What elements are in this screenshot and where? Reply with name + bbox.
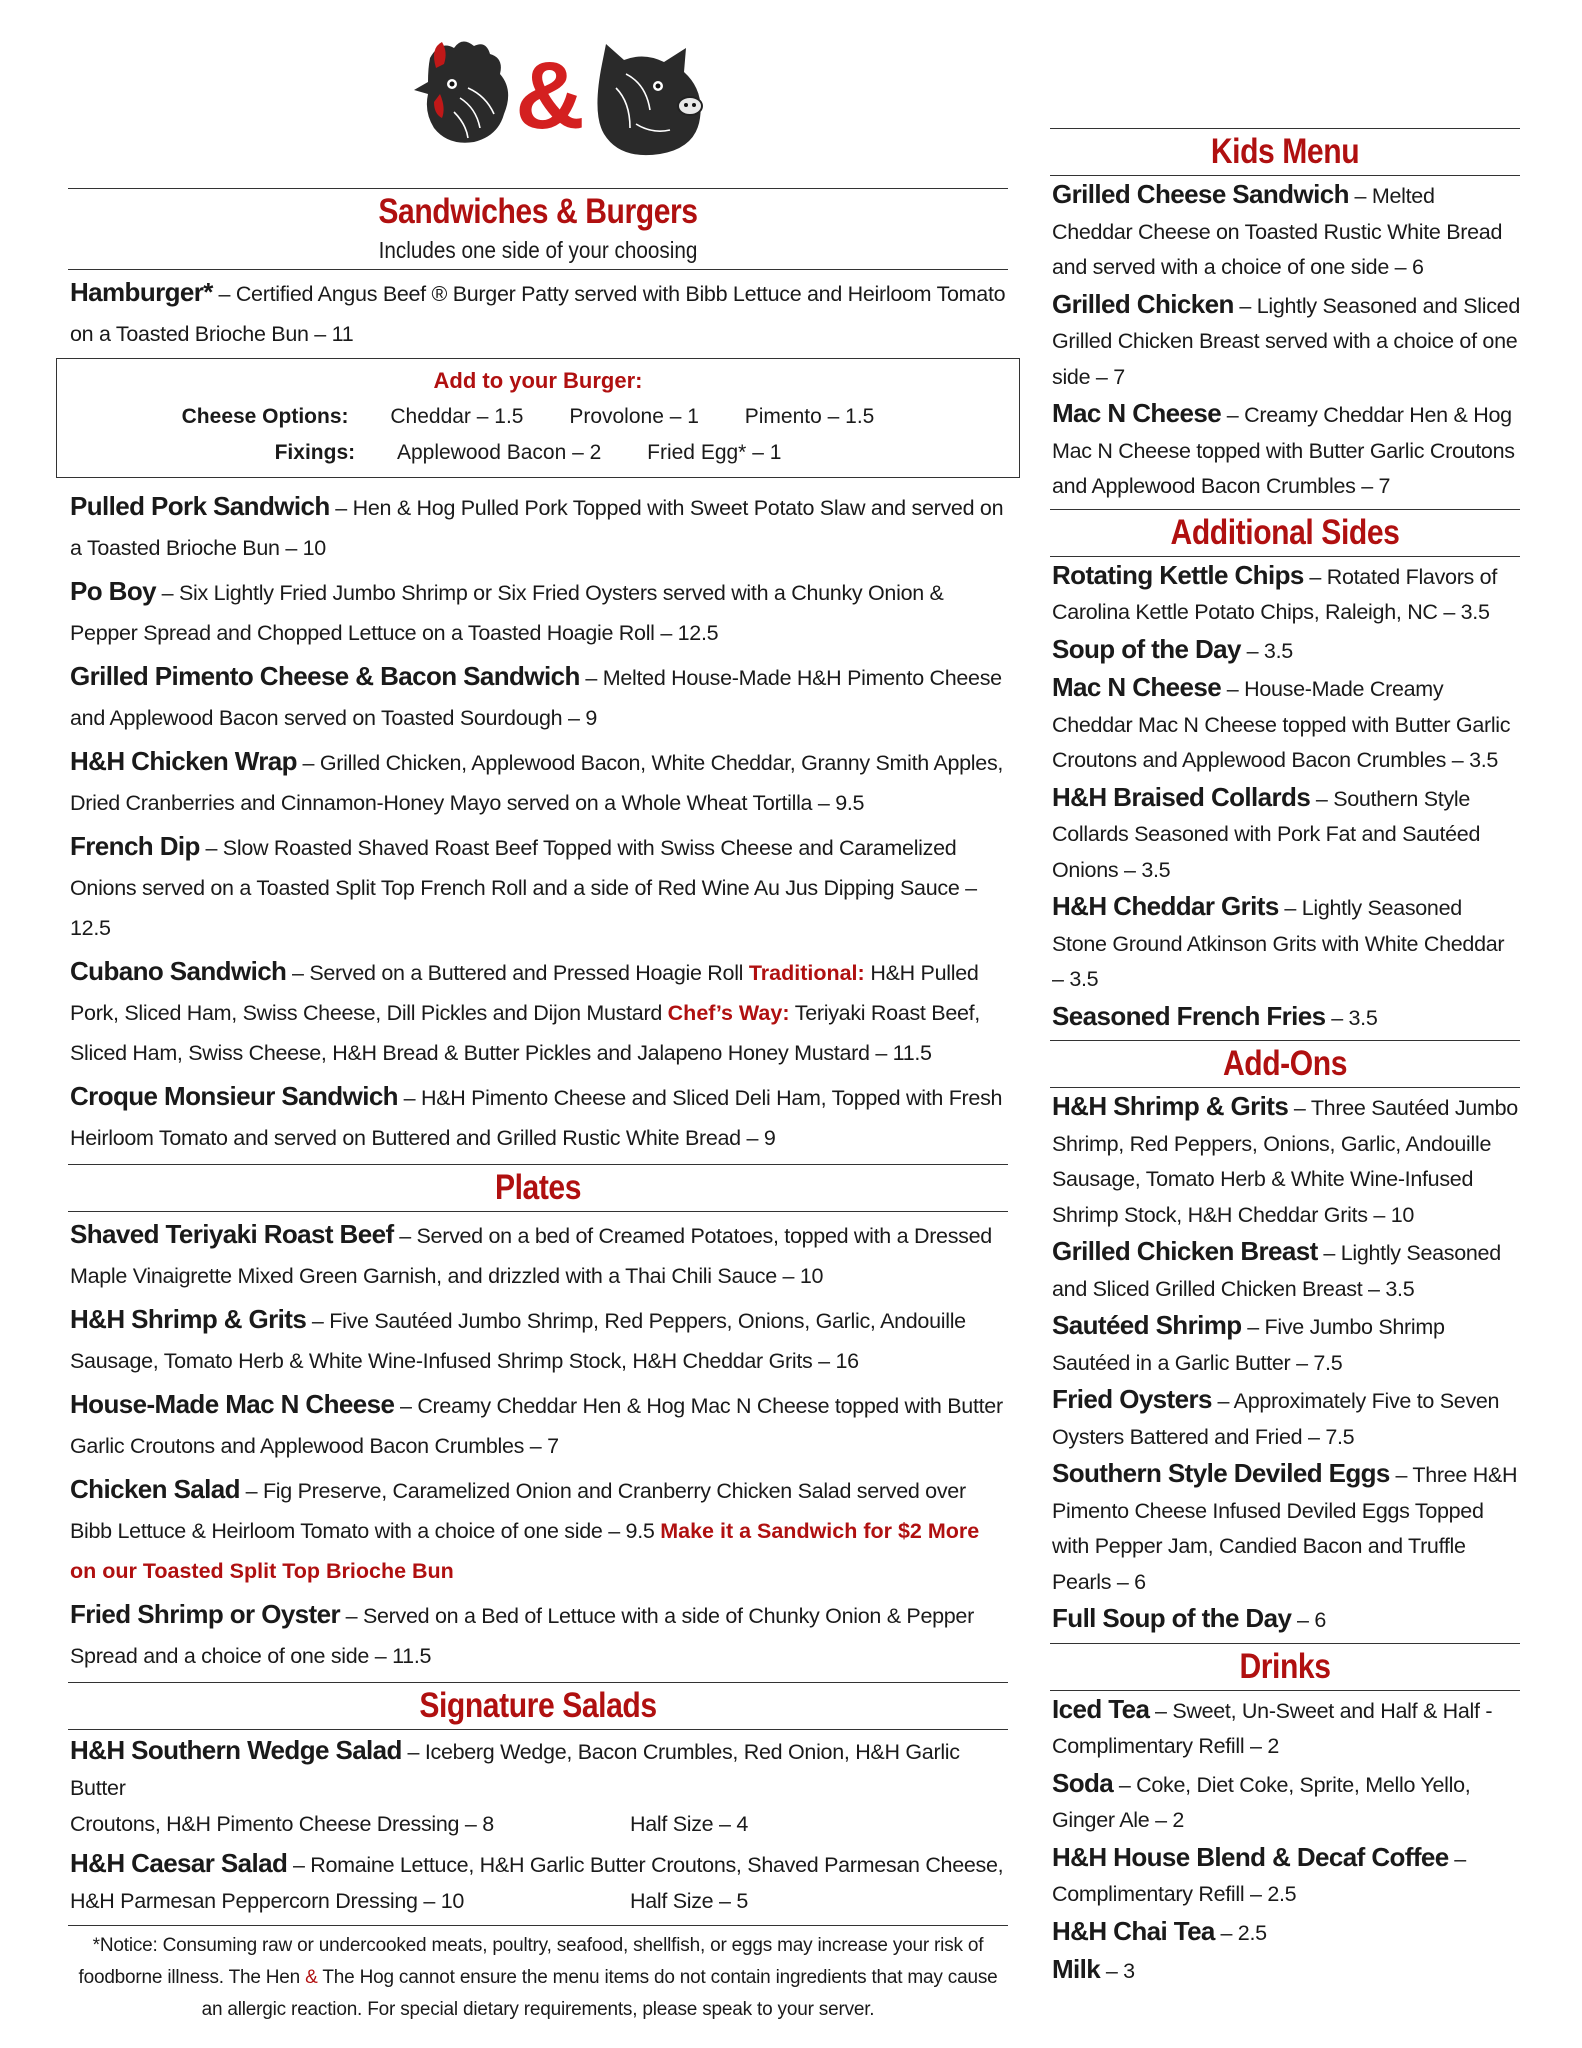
item-desc: – Certified Angus Beef ® Burger Patty served with Bibb Lettuce and Heirloom Tomato on a Toasted Brioche Bun – 11 [70, 282, 1006, 346]
item-desc: – Creamy Cheddar Hen & Hog Mac N Cheese topped with Butter Garlic Croutons and Applewood Bacon Crumbles – 7 [70, 1394, 1003, 1458]
menu-item [1052, 558, 1520, 631]
menu-item [70, 741, 1008, 823]
item-name: H&H Chicken Wrap [70, 746, 297, 776]
item-name: Sautéed Shrimp [1052, 1310, 1242, 1340]
divider [1050, 1690, 1520, 1691]
half-size: Half Size – 5 [630, 1889, 748, 1913]
cheese-option: Provolone – 1 [569, 405, 699, 428]
item-desc: Croutons, H&H Pimento Cheese Dressing – 8 [70, 1812, 494, 1836]
notice-text: *Notice: Consuming raw or undercooked meats, poultry, seafood, shellfish, or eggs may increase your risk of foodborne illness. The Hen [78, 1935, 984, 1988]
item-desc: – Grilled Chicken, Applewood Bacon, White Cheddar, Granny Smith Apples, Dried Cranberries and Cinnamon-Honey Mayo served on a Whole Wheat Tortilla – 9.5 [70, 751, 1004, 815]
item-name: Iced Tea [1052, 1693, 1150, 1724]
divider [1050, 175, 1520, 176]
fixing-option: Applewood Bacon – 2 [396, 441, 602, 464]
item-name: Soup of the Day [1052, 633, 1241, 664]
section-title-sandwiches: Sandwiches & Burgers [378, 192, 698, 231]
menu-item [1052, 1840, 1520, 1913]
item-desc: – Three Sautéed Jumbo Shrimp, Red Peppers, Onions, Garlic, Andouille Sausage, Tomato Herb & White Wine-Infused Shrimp Stock, H&H Cheddar Grits – 10 [1052, 1096, 1518, 1227]
item-name: H&H Chai Tea [1052, 1915, 1215, 1946]
item-name: Southern Style Deviled Eggs [1052, 1458, 1390, 1488]
item-name: Fried Oysters [1052, 1384, 1212, 1414]
item-desc: – 3.5 [1325, 1005, 1378, 1030]
item-name: Rotating Kettle Chips [1052, 559, 1304, 590]
item-name: Mac N Cheese [1052, 398, 1222, 428]
item-name: Shaved Teriyaki Roast Beef [70, 1219, 394, 1249]
item-desc: – Sweet, Un-Sweet and Half & Half - Complimentary Refill – 2 [1052, 1698, 1493, 1758]
menu-item [70, 656, 1008, 738]
item-desc: – Romaine Lettuce, H&H Garlic Butter Croutons, Shaved Parmesan Cheese, [287, 1853, 1004, 1877]
item-desc: – H&H Pimento Cheese and Sliced Deli Ham, Topped with Fresh Heirloom Tomato and served on Buttered and Grilled Rustic White Bread – 9 [70, 1086, 1003, 1150]
item-desc: – Lightly Seasoned and Sliced Grilled Chicken Breast – 3.5 [1052, 1241, 1501, 1301]
hen-icon [414, 41, 508, 142]
menu-item [1052, 1234, 1520, 1307]
item-desc: – Served on a bed of Creamed Potatoes, topped with a Dressed Maple Vinaigrette Mixed Green Garnish, and drizzled with a Thai Chili Sauce – 10 [70, 1224, 992, 1288]
item-name: H&H House Blend & Decaf Coffee [1052, 1841, 1449, 1872]
hen-and-hog-logo [390, 28, 710, 158]
item-desc: – Rotated Flavors of Carolina Kettle Potato Chips, Raleigh, NC – 3.5 [1052, 564, 1498, 624]
menu-item-hamburger [70, 272, 1008, 354]
section-title-salads: Signature Salads [419, 1686, 657, 1725]
item-desc: – Served on a Bed of Lettuce with a side of Chunky Onion & Pepper Spread and a choice of one side – 11.5 [70, 1604, 974, 1668]
left-column [68, 188, 1008, 2026]
item-desc: – Six Lightly Fried Jumbo Shrimp or Six Fried Oysters served with a Chunky Onion & Pepper Spread and Chopped Lettuce on a Toasted Hoagie Roll – 12.5 [70, 581, 944, 645]
item-desc: – Creamy Cheddar Hen & Hog Mac N Cheese topped with Butter Garlic Croutons and Applewood Bacon Crumbles – 7 [1052, 403, 1515, 498]
menu-item [70, 1076, 1008, 1158]
notice-ampersand: & [305, 1967, 318, 1988]
menu-item [70, 826, 1008, 948]
item-desc: – 2.5 [1214, 1920, 1267, 1945]
menu-item [70, 1594, 1008, 1676]
menu-item [1052, 670, 1520, 779]
addons-title: Add to your Burger: [433, 368, 643, 393]
item-name: H&H Shrimp & Grits [1052, 1091, 1289, 1121]
item-name: Po Boy [70, 576, 156, 606]
item-name: Hamburger* [70, 277, 213, 307]
fixings-row [67, 435, 1009, 471]
item-name: H&H Cheddar Grits [1052, 891, 1279, 921]
cheese-option: Pimento – 1.5 [744, 405, 875, 428]
item-name: Mac N Cheese [1052, 672, 1222, 702]
item-name: Grilled Pimento Cheese & Bacon Sandwich [70, 661, 580, 691]
half-size: Half Size – 4 [630, 1812, 748, 1836]
burger-addons-box [56, 358, 1020, 478]
item-desc: – Complimentary Refill – 2.5 [1052, 1846, 1466, 1906]
fixing-option: Fried Egg* – 1 [647, 441, 782, 464]
item-desc: – Hen & Hog Pulled Pork Topped with Sweet Potato Slaw and served on a Toasted Brioche Bun – 10 [70, 496, 1004, 560]
cheese-option: Cheddar – 1.5 [390, 405, 524, 428]
item-name: French Dip [70, 831, 200, 861]
item-name: Grilled Cheese Sandwich [1052, 179, 1349, 209]
menu-item [70, 1299, 1008, 1381]
svg-text:&: & [515, 42, 585, 149]
item-desc: – Lightly Seasoned and Sliced Grilled Chicken Breast served with a choice of one side – 7 [1052, 293, 1520, 389]
divider [1050, 556, 1520, 557]
cheese-label: Cheese Options: [181, 405, 349, 428]
fixings-label: Fixings: [274, 441, 356, 464]
item-desc: H&H Parmesan Peppercorn Dressing – 10 [70, 1889, 465, 1913]
item-desc: – Iceberg Wedge, Bacon Crumbles, Red Onion, H&H Garlic Butter [70, 1740, 960, 1800]
item-desc: – Coke, Diet Coke, Sprite, Mello Yello, Ginger Ale – 2 [1052, 1772, 1471, 1832]
hog-icon [597, 44, 702, 155]
menu-item-chicken-salad [70, 1469, 1008, 1591]
item-name: Full Soup of the Day [1052, 1603, 1292, 1633]
menu-item [1052, 287, 1520, 396]
item-desc: – Slow Roasted Shaved Roast Beef Topped with Swiss Cheese and Caramelized Onions served on a Toasted Split Top French Roll and a side of Red Wine Au Jus Dipping Sauce – 12.5 [70, 836, 977, 940]
divider [1050, 1087, 1520, 1088]
variant-label: Traditional: [748, 961, 865, 985]
item-desc: – Approximately Five to Seven Oysters Battered and Fried – 7.5 [1052, 1389, 1500, 1449]
menu-item [70, 571, 1008, 653]
item-desc: – Five Jumbo Shrimp Sautéed in a Garlic Butter – 7.5 [1052, 1315, 1445, 1375]
item-desc: – Served on a Buttered and Pressed Hoagie Roll [286, 961, 749, 985]
menu-item [1052, 1914, 1520, 1952]
menu-item [1052, 1456, 1520, 1600]
section-title-kids: Kids Menu [1210, 132, 1360, 171]
item-name: H&H Braised Collards [1052, 781, 1311, 812]
item-desc: – 6 [1291, 1608, 1327, 1632]
section-title-sides: Additional Sides [1170, 512, 1400, 552]
ampersand-logo [515, 42, 584, 149]
item-desc: – Fig Preserve, Caramelized Onion and Cranberry Chicken Salad served over Bibb Lettuce & Heirloom Tomato with a choice of one side – 9.5 [70, 1479, 966, 1543]
menu-item [1052, 1766, 1520, 1839]
right-column [1050, 128, 1520, 1991]
item-desc: – 3.5 [1240, 638, 1293, 663]
divider [68, 1211, 1008, 1212]
item-desc: – Melted House-Made H&H Pimento Cheese and Applewood Bacon served on Toasted Sourdough – 9 [70, 666, 1002, 730]
item-name: Chicken Salad [70, 1474, 240, 1504]
item-desc: – Three H&H Pimento Cheese Infused Deviled Eggs Topped with Pepper Jam, Candied Bacon and Truffle Pearls – 6 [1052, 1463, 1518, 1594]
cheese-options-row [67, 399, 1009, 435]
item-name: H&H Shrimp & Grits [70, 1304, 307, 1334]
item-name: Cubano Sandwich [70, 956, 287, 986]
section-subtitle: Includes one side of your choosing [378, 237, 698, 263]
menu-item [1052, 999, 1520, 1037]
section-title-drinks: Drinks [1239, 1646, 1331, 1686]
item-name: Grilled Chicken Breast [1052, 1236, 1318, 1266]
menu-item-caesar-salad [70, 1845, 1008, 1919]
item-desc: – House-Made Creamy Cheddar Mac N Cheese topped with Butter Garlic Croutons and Applewood Bacon Crumbles – 3.5 [1052, 677, 1511, 772]
item-desc: – Five Sautéed Jumbo Shrimp, Red Peppers, Onions, Garlic, Andouille Sausage, Tomato Herb & White Wine-Infused Shrimp Stock, H&H Cheddar Grits – 16 [70, 1309, 966, 1373]
item-name: House-Made Mac N Cheese [70, 1389, 395, 1419]
item-name: Croque Monsieur Sandwich [70, 1081, 398, 1111]
item-desc: – Southern Style Collards Seasoned with Pork Fat and Sautéed Onions – 3.5 [1052, 786, 1481, 882]
menu-item [1052, 632, 1520, 670]
section-title-addons: Add-Ons [1222, 1044, 1348, 1083]
menu-item [1052, 889, 1520, 998]
item-name: H&H Caesar Salad [70, 1848, 288, 1878]
item-name: Grilled Chicken [1052, 288, 1234, 319]
item-desc: Teriyaki Roast Beef, Sliced Ham, Swiss Cheese, H&H Bread & Butter Pickles and Jalapeno Honey Mustard – 11.5 [70, 1001, 980, 1065]
item-name: Seasoned French Fries [1052, 1000, 1326, 1031]
menu-item [70, 1214, 1008, 1296]
menu-item [1052, 396, 1520, 505]
menu-item-cubano [70, 951, 1008, 1073]
menu-item [1052, 1692, 1520, 1765]
section-title-plates: Plates [494, 1168, 582, 1207]
divider [68, 269, 1008, 270]
menu-item [70, 486, 1008, 568]
item-desc: – Lightly Seasoned Stone Ground Atkinson Grits with White Cheddar – 3.5 [1052, 896, 1505, 991]
menu-item [1052, 1952, 1520, 1990]
item-name: Soda [1052, 1767, 1114, 1798]
item-name: Milk [1052, 1954, 1101, 1984]
item-desc: – Melted Cheddar Cheese on Toasted Rustic White Bread and served with a choice of one side – 6 [1052, 184, 1503, 279]
menu-item-wedge-salad [70, 1732, 1008, 1842]
item-desc: – 3 [1100, 1959, 1135, 1983]
variant-label: Chef’s Way: [667, 1001, 790, 1025]
menu-item [1052, 780, 1520, 889]
divider [68, 1729, 1008, 1730]
item-name: Fried Shrimp or Oyster [70, 1599, 340, 1629]
menu-item [1052, 1089, 1520, 1233]
menu-item [1052, 1308, 1520, 1381]
notice-text: The Hog cannot ensure the menu items do not contain ingredients that may cause an allergic reaction. For special dietary requirements, please speak to your server. [201, 1967, 998, 2020]
item-name: H&H Southern Wedge Salad [70, 1735, 402, 1765]
menu-item [1052, 1382, 1520, 1455]
item-name: Pulled Pork Sandwich [70, 491, 330, 521]
menu-item [1052, 177, 1520, 286]
item-desc: H&H Pulled Pork, Sliced Ham, Swiss Cheese, Dill Pickles and Dijon Mustard [70, 961, 979, 1025]
menu-item [70, 1384, 1008, 1466]
allergy-notice [68, 1926, 1008, 2026]
menu-item [1052, 1601, 1520, 1639]
promo-text: Make it a Sandwich for $2 More on our Toasted Split Top Brioche Bun [70, 1519, 980, 1583]
